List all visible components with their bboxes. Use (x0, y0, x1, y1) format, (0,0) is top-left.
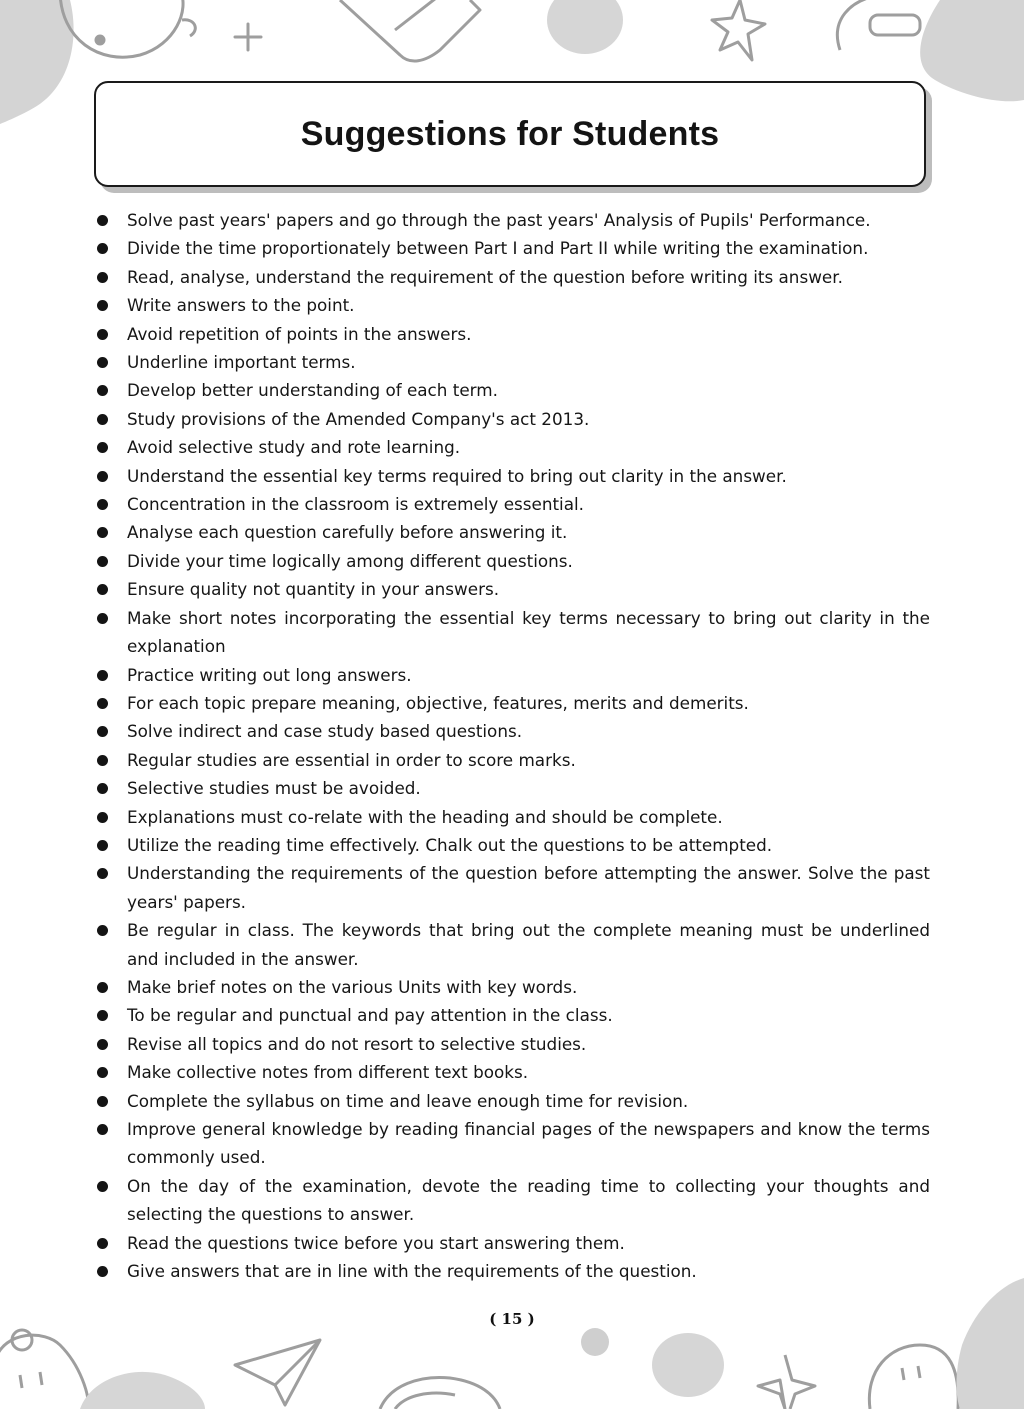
suggestions-list (96, 206, 930, 1285)
list-item (96, 348, 930, 376)
list-item-text: Underline important terms. (127, 352, 356, 373)
bullet-icon (97, 1181, 108, 1192)
list-item-text: Avoid selective study and rote learning. (127, 437, 461, 458)
list-item (96, 689, 930, 717)
pencil-icon (340, 0, 480, 61)
list-item-text: Read, analyse, understand the requirement of the question before writing its answer. (127, 266, 843, 287)
list-item-text: Solve indirect and case study based questions. (127, 721, 523, 742)
list-item-text: Regular studies are essential in order to score marks. (127, 749, 576, 770)
list-item (96, 291, 930, 319)
list-item (96, 320, 930, 348)
list-item-text: Improve general knowledge by reading financial pages of the newspapers and know the terms commonly used. (127, 1119, 930, 1168)
list-item (96, 405, 930, 433)
list-item-text: Analyse each question carefully before answering it. (127, 522, 568, 543)
list-item (96, 1087, 930, 1115)
plus-icon (235, 24, 261, 50)
bullet-icon (97, 1010, 108, 1021)
list-item-text: Complete the syllabus on time and leave enough time for revision. (127, 1090, 689, 1111)
clock-icon (60, 0, 195, 57)
list-item (96, 831, 930, 859)
bullet-icon (97, 1039, 108, 1050)
list-item-text: Divide your time logically among different questions. (127, 550, 573, 571)
blob-icon (581, 1328, 609, 1356)
bullet-icon (97, 783, 108, 794)
list-item (96, 376, 930, 404)
bullet-icon (97, 329, 108, 340)
star-icon (712, 0, 765, 60)
list-item (96, 1229, 930, 1257)
ghost-icon (869, 1345, 958, 1409)
list-item-text: Avoid repetition of points in the answers. (127, 323, 472, 344)
blob-icon (80, 1372, 205, 1409)
list-item (96, 859, 930, 916)
bullet-icon (97, 812, 108, 823)
bullet-icon (97, 1266, 108, 1277)
list-item-text: Divide the time proportionately between Part I and Part II while writing the examination. (127, 238, 869, 259)
bullet-icon (97, 442, 108, 453)
list-item (96, 1001, 930, 1029)
title-box (94, 81, 926, 187)
bullet-icon (97, 556, 108, 567)
page-title: Suggestions for Students (300, 114, 720, 153)
list-item (96, 604, 930, 661)
list-item (96, 433, 930, 461)
blob-icon (956, 1278, 1024, 1409)
bullet-icon (97, 1238, 108, 1249)
bullet-icon (97, 414, 108, 425)
list-item (96, 717, 930, 745)
list-item-text: Read the questions twice before you start answering them. (127, 1232, 625, 1253)
list-item-text: Make collective notes from different text books. (127, 1062, 529, 1083)
list-item-text: Give answers that are in line with the requirements of the question. (127, 1261, 697, 1282)
bullet-icon (97, 613, 108, 624)
page-number: ( 15 ) (489, 1310, 535, 1328)
bullet-icon (97, 840, 108, 851)
bullet-icon (97, 471, 108, 482)
list-item (96, 206, 930, 234)
list-item-text: For each topic prepare meaning, objective, features, merits and demerits. (127, 692, 749, 713)
list-item-text: Ensure quality not quantity in your answers. (127, 579, 500, 600)
bullet-icon (97, 755, 108, 766)
ghost-icon (0, 1330, 88, 1409)
list-item (96, 575, 930, 603)
list-item (96, 1115, 930, 1172)
bullet-icon (97, 726, 108, 737)
list-item-text: Utilize the reading time effectively. Chalk out the questions to be attempted. (127, 834, 773, 855)
list-item-text: Understanding the requirements of the question before attempting the answer. Solve the past years' papers. (127, 863, 930, 912)
list-item (96, 1058, 930, 1086)
bullet-icon (97, 1067, 108, 1078)
list-item-text: Solve past years' papers and go through the past years' Analysis of Pupils' Performance. (127, 210, 871, 230)
paper-plane-icon (235, 1340, 320, 1405)
list-item-text: Write answers to the point. (127, 295, 355, 316)
list-item (96, 547, 930, 575)
robot-icon (837, 0, 1000, 60)
bullet-icon (97, 698, 108, 709)
list-item (96, 774, 930, 802)
list-item-text: Be regular in class. The keywords that bring out the complete meaning must be underlined and included in the answer. (127, 920, 930, 969)
list-item (96, 263, 930, 291)
bullet-icon (97, 868, 108, 879)
list-item-text: Explanations must co-relate with the heading and should be complete. (127, 806, 723, 827)
blob-icon (920, 0, 1024, 101)
list-item-text: Practice writing out long answers. (127, 664, 412, 685)
list-item (96, 661, 930, 689)
sparkle-icon (758, 1355, 815, 1409)
list-item (96, 490, 930, 518)
bullet-icon (97, 243, 108, 254)
bullet-icon (97, 215, 108, 226)
bullet-icon (97, 527, 108, 538)
list-item (96, 746, 930, 774)
bullet-icon (97, 1096, 108, 1107)
list-item-text: Selective studies must be avoided. (127, 778, 421, 799)
list-item-text: On the day of the examination, devote the reading time to collecting your thoughts and selecting the questions to answer. (127, 1175, 930, 1225)
list-item (96, 1172, 930, 1229)
list-item-text: Study provisions of the Amended Company's act 2013. (127, 408, 590, 429)
bullet-icon (97, 272, 108, 283)
list-item (96, 973, 930, 1001)
list-item-text: Understand the essential key terms required to bring out clarity in the answer. (127, 465, 787, 486)
ufo-icon (380, 1377, 500, 1409)
bullet-icon (97, 982, 108, 993)
list-item-text: Concentration in the classroom is extremely essential. (127, 494, 584, 515)
bullet-icon (97, 584, 108, 595)
bullet-icon (97, 300, 108, 311)
list-item (96, 234, 930, 262)
list-item-text: Make brief notes on the various Units with key words. (127, 976, 578, 997)
list-item-text: Develop better understanding of each term. (127, 380, 498, 401)
list-item-text: To be regular and punctual and pay attention in the class. (127, 1005, 613, 1026)
bullet-icon (97, 385, 108, 396)
bullet-icon (97, 670, 108, 681)
bullet-icon (97, 1124, 108, 1135)
blob-icon (0, 0, 74, 124)
list-item (96, 803, 930, 831)
list-item-text: Make short notes incorporating the essential key terms necessary to bring out clarity in the explanation (127, 607, 930, 657)
list-item (96, 462, 930, 490)
blob-icon (547, 0, 623, 54)
bullet-icon (97, 925, 108, 936)
list-item (96, 916, 930, 973)
blob-icon (652, 1333, 724, 1397)
list-item (96, 1257, 930, 1285)
bullet-icon (97, 499, 108, 510)
list-item-text: Revise all topics and do not resort to selective studies. (127, 1033, 587, 1054)
list-item (96, 518, 930, 546)
list-item (96, 1030, 930, 1058)
bullet-icon (97, 357, 108, 368)
